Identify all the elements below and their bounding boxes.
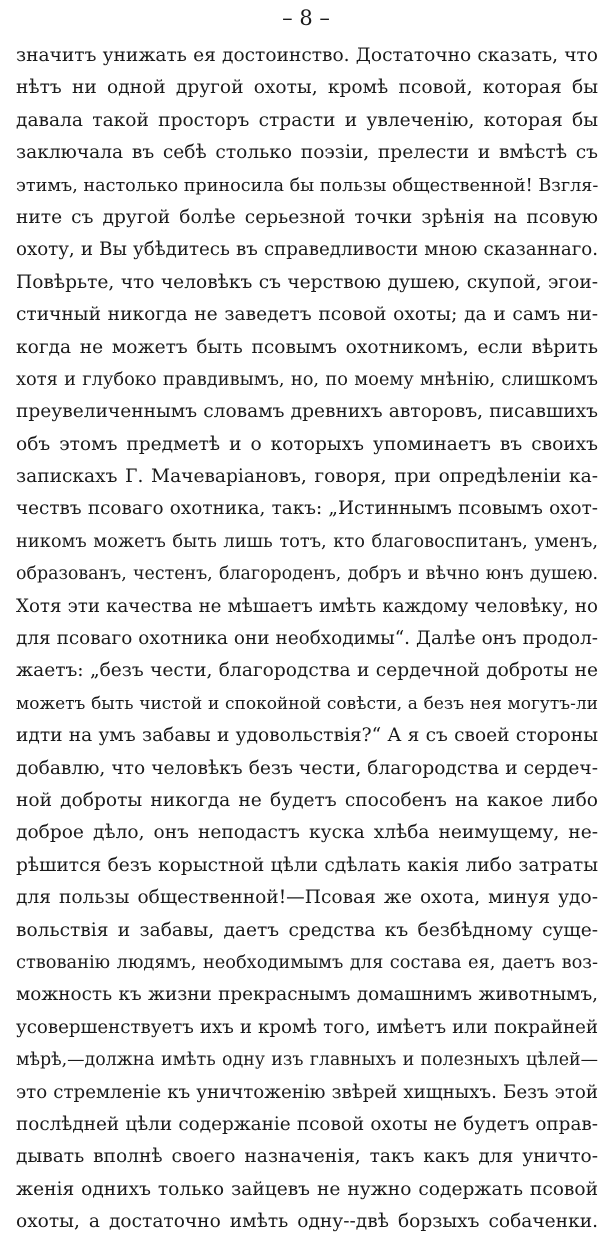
text-line: объ этомъ предметѣ и о которыхъ упоминаетъ въ своихъ [16, 433, 598, 455]
page-number: – 8 – [282, 6, 330, 30]
text-line: дывать вполнѣ своего назначенія, такъ какъ для уничто- [16, 1146, 598, 1168]
text-line: вольствія и забавы, даетъ средства къ безбѣдному суще- [16, 919, 598, 941]
text-line: добавлю, что человѣкъ безъ чести, благородства и сердеч- [16, 757, 598, 779]
body-text [16, 40, 598, 1238]
text-line: это стремленіе къ уничтоженію звѣрей хищныхъ. Безъ этой [16, 1081, 598, 1103]
text-line: заключала въ себѣ столько поэзіи, прелести и вмѣстѣ съ [16, 142, 598, 164]
text-line: можность къ жизни прекраснымъ домашнимъ животнымъ, [16, 984, 598, 1006]
text-line: усовершенствуетъ ихъ и кромѣ того, имѣетъ или покрайней [16, 1016, 598, 1038]
text-line: значитъ унижать ея достоинство. Достаточно сказать, что [16, 45, 598, 66]
text-line: рѣшится безъ корыстной цѣли сдѣлать какія либо затраты [16, 854, 598, 876]
text-line: запискахъ Г. Мачеварiановъ, говоря, при опредѣленіи ка- [16, 466, 598, 488]
text-line: охоты, а достаточно имѣть одну--двѣ борзыхъ собаченки. [16, 1211, 598, 1233]
text-line: жаетъ: „безъ чести, благородства и сердечной доброты не [16, 660, 598, 682]
text-line: никомъ можетъ быть лишь тотъ, кто благовоспитанъ, уменъ, [16, 530, 598, 552]
text-line: чествъ псоваго охотника, такъ: „Истиннымъ псовымъ охот- [16, 498, 598, 520]
text-line: ните съ другой болѣе серьезной точки зрѣнія на псовую [16, 206, 598, 228]
text-line: образованъ, честенъ, благороденъ, добръ и вѣчно юнъ душею. [16, 564, 598, 585]
text-line: послѣдней цѣли содержаніе псовой охоты не будетъ оправ- [16, 1113, 598, 1135]
text-line: для псоваго охотника они необходимы“. Далѣе онъ продол- [16, 628, 598, 650]
text-line: нѣтъ ни одной другой охоты, кромѣ псовой, которая бы [16, 77, 598, 99]
text-line: для пользы общественной!—Псовая же охота, минуя удо- [16, 887, 598, 909]
text-line: мѣрѣ,—должна имѣть одну изъ главныхъ и полезныхъ цѣлей— [16, 1050, 598, 1071]
text-line: ной доброты никогда не будетъ способенъ на какое либо [16, 789, 598, 811]
text-line: преувеличеннымъ словамъ древнихъ авторовъ, писавшихъ [16, 401, 598, 423]
text-line: доброе дѣло, онъ неподастъ куска хлѣба неимущему, не- [16, 822, 598, 844]
text-line: когда не можетъ быть псовымъ охотникомъ, если вѣрить [16, 336, 598, 358]
text-line: охоту, и Вы убѣдитесь въ справедливости мною сказаннаго. [16, 239, 598, 261]
text-line: этимъ, настолько приносила бы пользы общественной! Взгля- [16, 175, 598, 196]
text-line: женія однихъ только зайцевъ не нужно содержать псовой [16, 1178, 598, 1200]
text-line: Повѣрьте, что человѣкъ съ черствою душею, скупой, эгои- [16, 271, 598, 293]
text-line: хотя и глубоко правдивымъ, но, по моему мнѣнію, слишкомъ [16, 368, 598, 390]
text-line: можетъ быть чистой и спокойной совѣсти, а безъ нея могутъ-ли [16, 693, 598, 714]
text-line: стичный никогда не заведетъ псовой охоты; да и самъ ни- [16, 304, 598, 326]
text-line: идти на умъ забавы и удовольствія?“ А я съ своей стороны [16, 725, 598, 747]
text-line: Хотя эти качества не мѣшаетъ имѣть каждому человѣку, но [16, 595, 598, 617]
text-line: давала такой просторъ страсти и увлеченію, которая бы [16, 109, 598, 131]
text-line: ствованію людямъ, необходимымъ для состава ея, даетъ воз- [16, 951, 598, 973]
